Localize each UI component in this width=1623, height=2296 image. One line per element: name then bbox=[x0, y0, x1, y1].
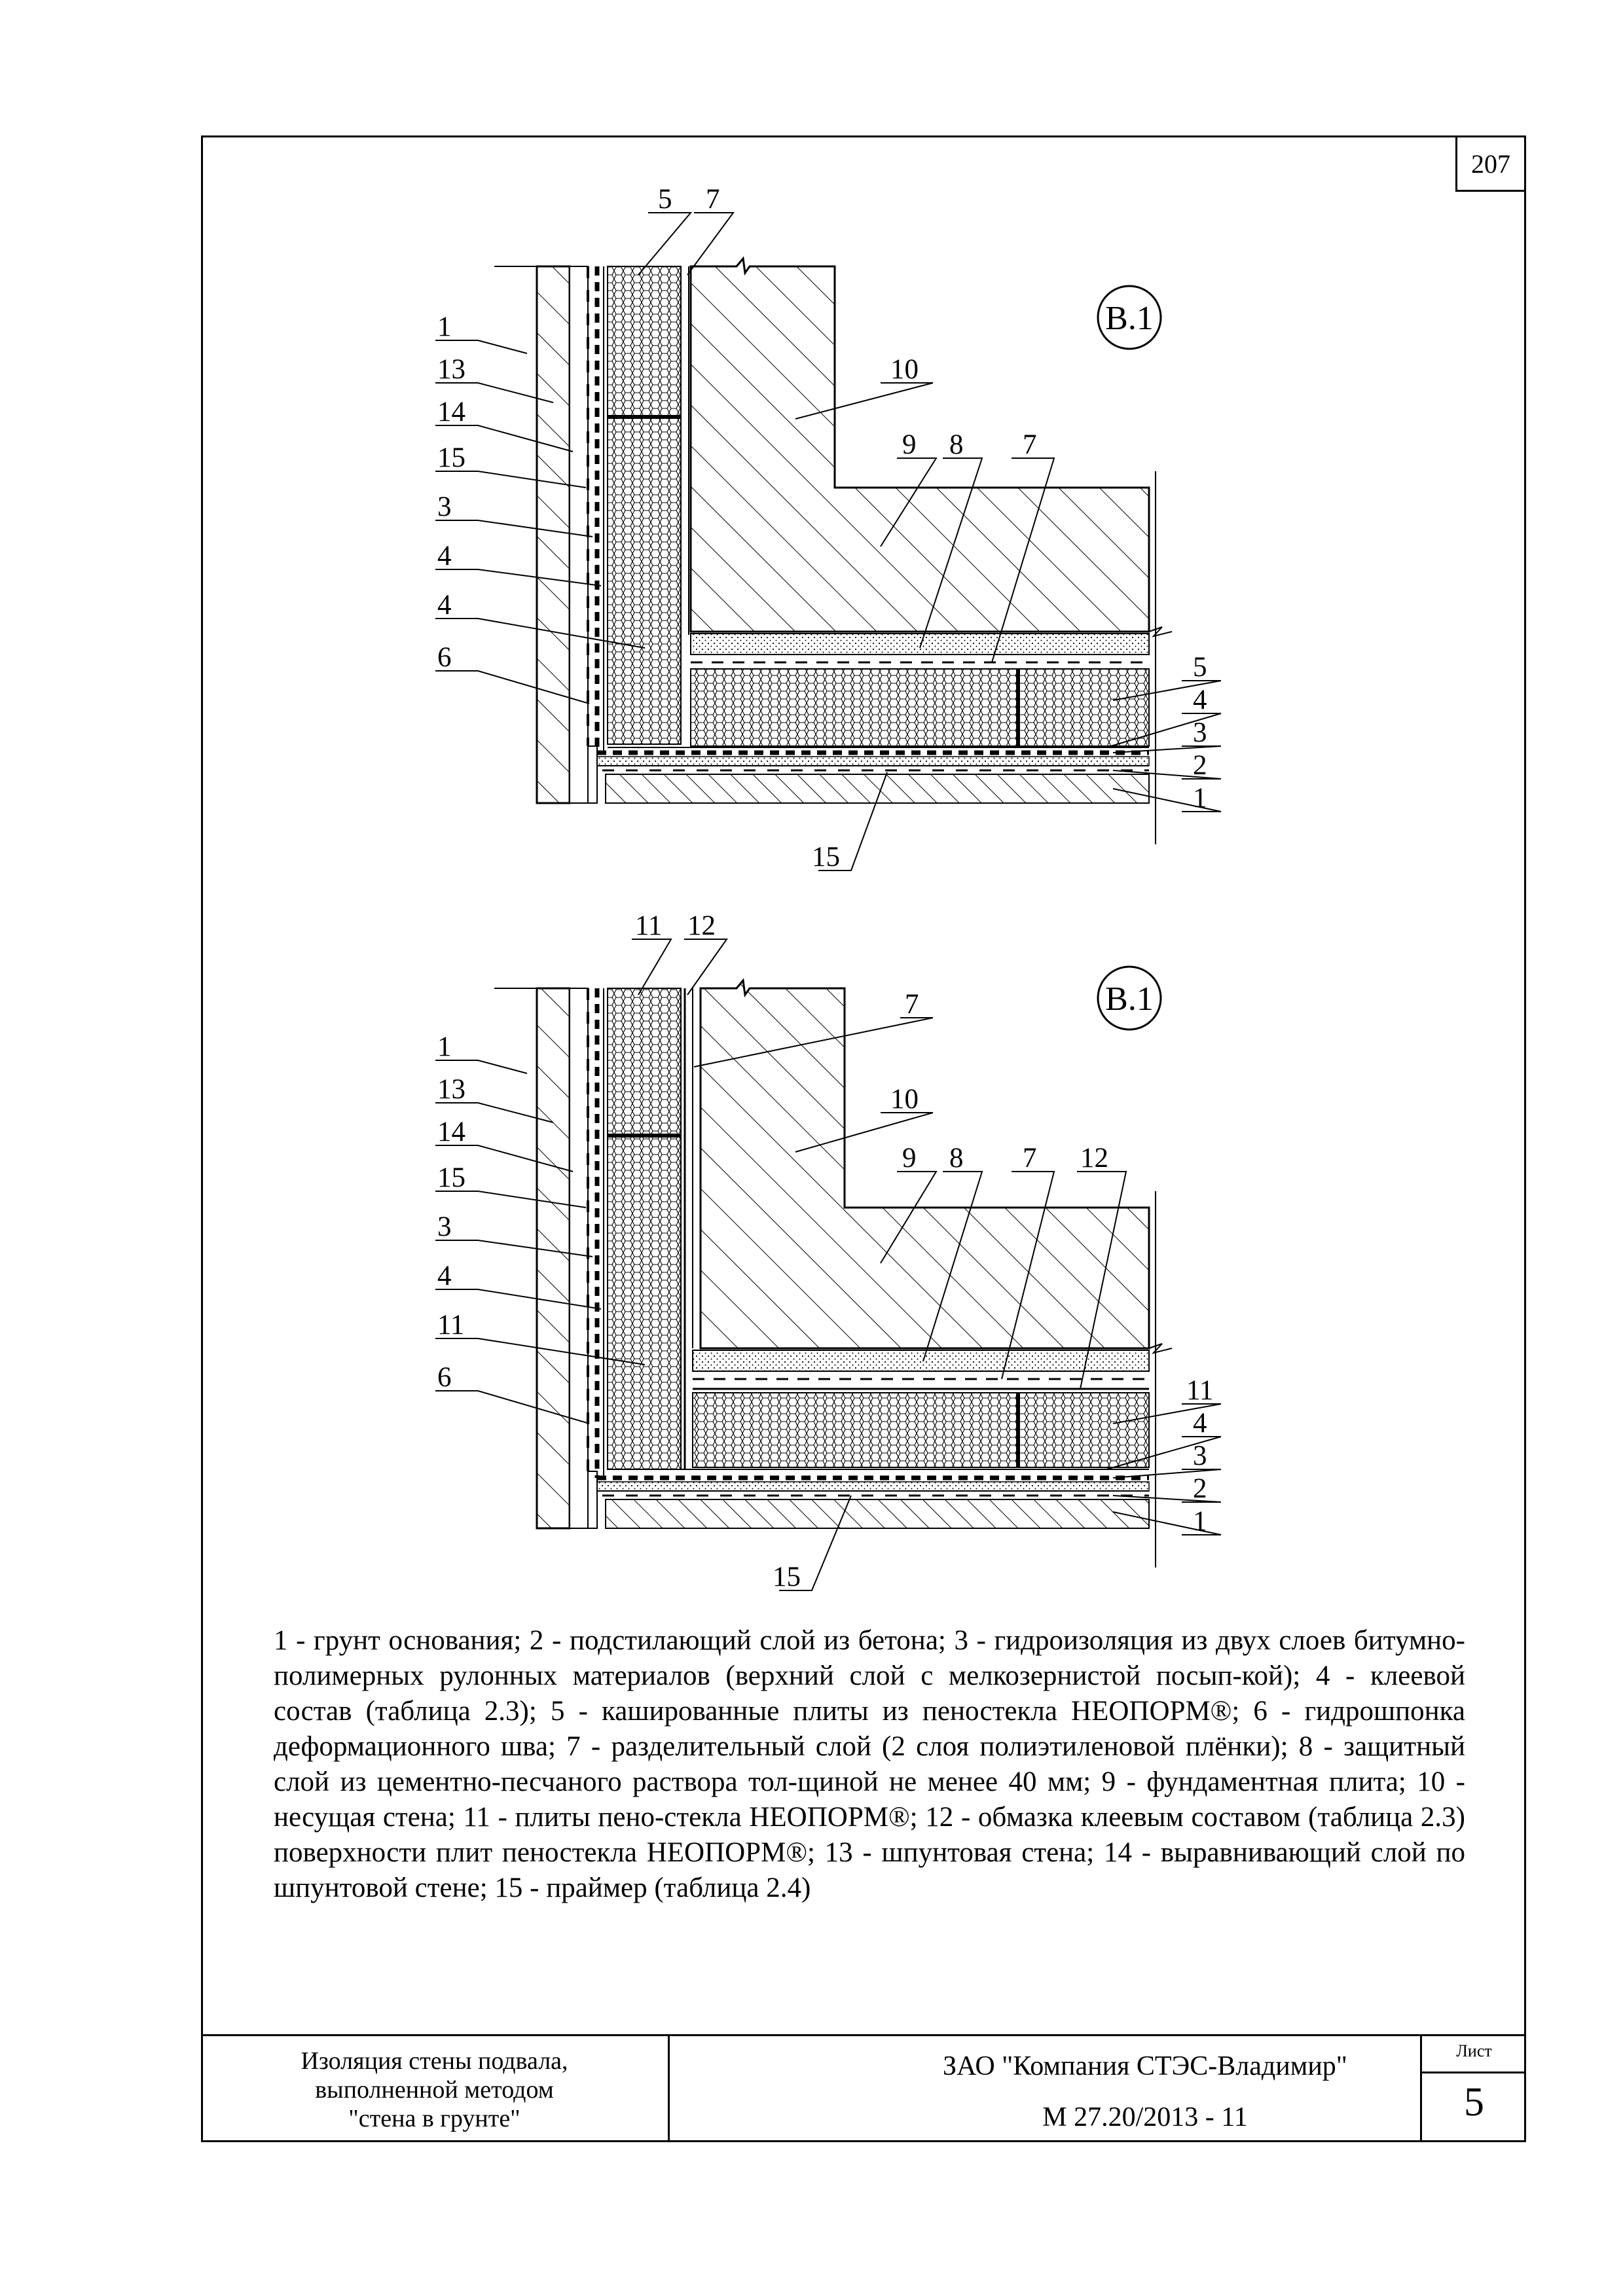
label-12: 12 bbox=[687, 910, 716, 941]
label-10: 10 bbox=[890, 1084, 919, 1115]
label-1: 1 bbox=[1193, 783, 1207, 814]
label-14: 14 bbox=[437, 397, 465, 427]
sheet-number: 5 bbox=[1464, 2080, 1484, 2125]
label-4: 4 bbox=[437, 590, 452, 620]
label-4: 4 bbox=[437, 1261, 452, 1291]
label-1: 1 bbox=[437, 312, 452, 342]
label-8: 8 bbox=[949, 1143, 964, 1174]
label-5: 5 bbox=[1193, 652, 1207, 683]
label-13: 13 bbox=[437, 1074, 465, 1105]
base-ground bbox=[606, 1499, 1149, 1528]
label-15: 15 bbox=[812, 842, 840, 872]
title-block-name bbox=[201, 2036, 670, 2142]
title-line-1: Изоляция стены подвала, bbox=[301, 2047, 568, 2075]
label-3: 3 bbox=[1193, 717, 1207, 748]
label-12: 12 bbox=[1080, 1143, 1108, 1174]
label-15: 15 bbox=[773, 1562, 801, 1592]
label-2: 2 bbox=[1193, 750, 1207, 781]
label-11: 11 bbox=[437, 1310, 465, 1340]
sheet-pile-wall bbox=[537, 266, 570, 803]
label-6: 6 bbox=[437, 642, 452, 673]
label-9: 9 bbox=[902, 1143, 917, 1174]
label-1: 1 bbox=[1193, 1506, 1207, 1537]
label-7: 7 bbox=[1023, 429, 1037, 460]
label-8: 8 bbox=[949, 429, 964, 460]
label-10: 10 bbox=[890, 354, 919, 385]
detail-circle-label: В.1 bbox=[1105, 980, 1154, 1018]
document-code: М 27.20/2013 - 11 bbox=[1042, 2102, 1248, 2132]
legend-text: 1 - грунт основания; 2 - подстилающий слой из бетона; 3 - гидроизоляция из двух слоев битумно-полимерных рулонных материалов (верхний слой с мелкозернистой посып-кой); 4 - клеевой состав (таблица 2.3); 5 - кашированные плиты из пеностекла НЕОПОРМ®; 6 - гидрошпонка деформационного шва; 7 - разделительный слой (2 слоя полиэтиленовой плёнки); 8 - защитный слой из цементно-песчаного раствора тол-щиной не менее 40 мм; 9 - фундаментная плита; 10 - несущая стена; 11 - плиты пено-стекла НЕОПОРМ®; 12 - обмазка клеевым составом (таблица 2.3) поверхности плит пеностекла НЕОПОРМ®; 13 - шпунтовая стена; 14 - выравнивающий слой по шпунтовой стене; 15 - праймер (таблица 2.4) bbox=[274, 1625, 1465, 1903]
foam-glass-vertical bbox=[608, 988, 681, 1469]
diagram-2 bbox=[435, 910, 1221, 1592]
label-5: 5 bbox=[658, 184, 672, 215]
label-3: 3 bbox=[1193, 1441, 1207, 1471]
label-3: 3 bbox=[437, 492, 452, 522]
detail-circle-label: В.1 bbox=[1105, 300, 1154, 337]
title-block bbox=[201, 2034, 1526, 2142]
title-line-3: "стена в грунте" bbox=[348, 2105, 520, 2132]
foam-glass-horizontal bbox=[693, 1393, 1149, 1467]
label-7: 7 bbox=[905, 989, 919, 1020]
label-4: 4 bbox=[1193, 685, 1207, 715]
sheet-label: Лист bbox=[1422, 2041, 1526, 2073]
label-6: 6 bbox=[437, 1362, 452, 1393]
diagram-1 bbox=[435, 184, 1221, 872]
label-4: 4 bbox=[437, 541, 452, 571]
sheet-cell bbox=[1420, 2036, 1526, 2142]
label-14: 14 bbox=[437, 1117, 465, 1147]
foam-glass-vertical bbox=[608, 266, 681, 744]
label-7: 7 bbox=[706, 184, 720, 215]
page-number: 207 bbox=[1455, 135, 1526, 192]
label-3: 3 bbox=[437, 1211, 452, 1242]
label-11: 11 bbox=[635, 910, 663, 941]
label-13: 13 bbox=[437, 354, 465, 385]
label-7: 7 bbox=[1023, 1143, 1037, 1174]
company-name: ЗАО "Компания СТЭС-Владимир" bbox=[943, 2051, 1347, 2081]
label-15: 15 bbox=[437, 442, 465, 473]
protective-screed bbox=[693, 1350, 1149, 1371]
label-2: 2 bbox=[1193, 1473, 1207, 1504]
leveling-layer bbox=[570, 988, 588, 1528]
protective-screed bbox=[691, 634, 1149, 655]
label-1: 1 bbox=[437, 1031, 452, 1062]
label-9: 9 bbox=[902, 429, 917, 460]
foam-glass-horizontal bbox=[691, 669, 1149, 746]
title-line-2: выполненной методом bbox=[315, 2076, 554, 2104]
label-11: 11 bbox=[1186, 1375, 1214, 1406]
label-4: 4 bbox=[1193, 1408, 1207, 1439]
bearing-wall-and-slab bbox=[691, 259, 1149, 632]
label-15: 15 bbox=[437, 1162, 465, 1193]
sheet-pile-wall bbox=[537, 988, 570, 1528]
